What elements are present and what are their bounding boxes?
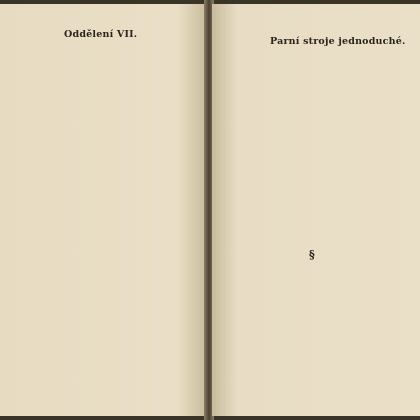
- right-page: [212, 4, 420, 416]
- left-page: [0, 4, 206, 416]
- section-heading: Oddělení VII.: [64, 29, 138, 40]
- running-heading: Parní stroje jednoduché.: [270, 36, 406, 47]
- paragraph-mark: §: [309, 248, 315, 261]
